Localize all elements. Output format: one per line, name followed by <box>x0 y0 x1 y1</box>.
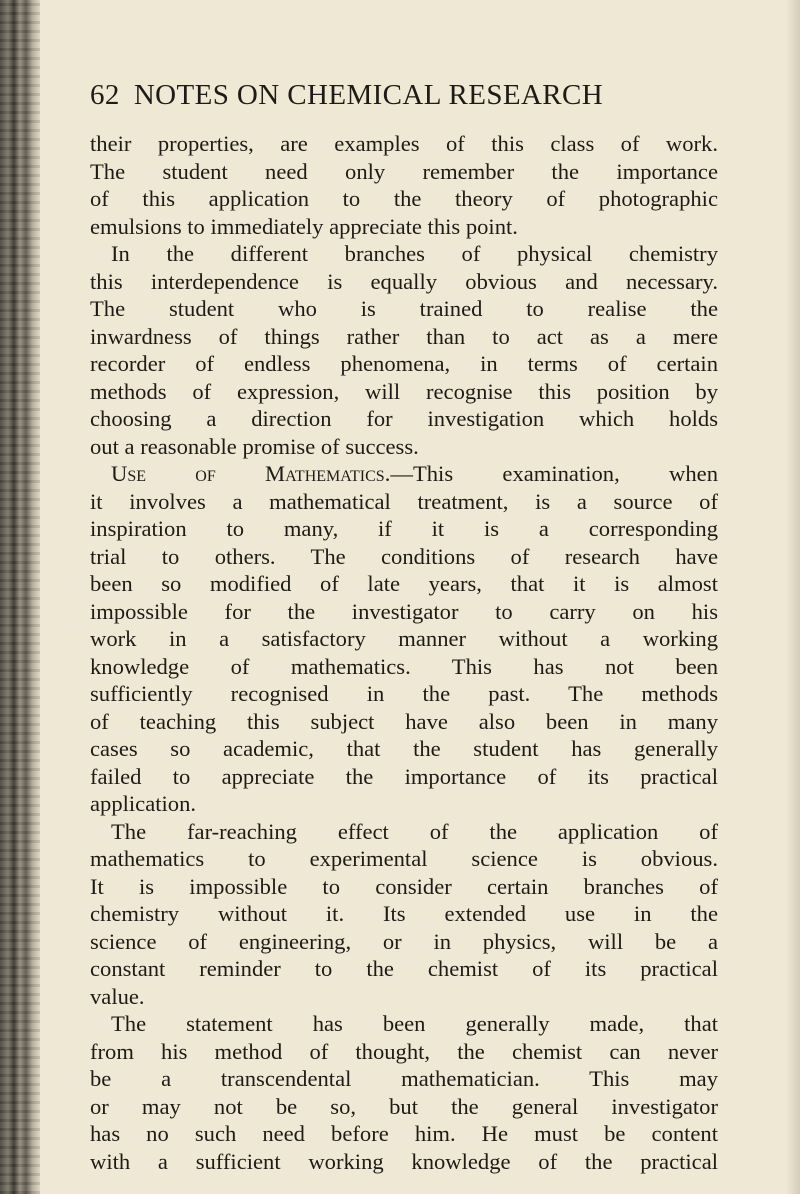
text-line: emulsions to immediately appreciate this point. <box>90 213 518 239</box>
book-spine-gutter <box>0 0 40 1194</box>
text-line: knowledge of mathematics. This has not been <box>90 653 718 679</box>
text-line: inwardness of things rather than to act as a mere <box>90 323 718 349</box>
book-page <box>90 0 782 1194</box>
body-text <box>90 130 718 1175</box>
text-line: has no such need before him. He must be content <box>90 1121 718 1146</box>
text-line: it involves a mathematical treatment, is a source of <box>90 488 718 514</box>
text-line: inspiration to many, if it is a corresponding <box>90 516 718 541</box>
text-line: choosing a direction for investigation which holds <box>90 406 718 431</box>
text-line: impossible for the investigator to carry on his <box>90 598 718 624</box>
text-line: be a transcendental mathematician. This may <box>90 1066 718 1091</box>
text-line: trial to others. The conditions of research have <box>90 543 718 569</box>
page-edge-shadow <box>786 0 800 1194</box>
text-line: cases so academic, that the student has generally <box>90 736 718 761</box>
text-line: science of engineering, or in physics, will be a <box>90 928 718 954</box>
text-line: been so modified of late years, that it is almost <box>90 571 718 596</box>
text-line: The far-reaching effect of the application of <box>111 818 718 844</box>
text-line: The student need only remember the importance <box>90 158 718 184</box>
text-line: In the different branches of physical chemistry <box>111 241 718 266</box>
text-line: The student who is trained to realise the <box>90 296 718 321</box>
text-line: their properties, are examples of this class of work. <box>90 131 718 156</box>
text-line: constant reminder to the chemist of its practical <box>90 956 718 981</box>
page-number: 62 <box>90 79 120 111</box>
text-line: application. <box>90 791 197 816</box>
running-header <box>90 78 718 112</box>
running-title: NOTES ON CHEMICAL RESEARCH <box>133 79 604 111</box>
text-line: of teaching this subject have also been in many <box>90 708 718 734</box>
text-line: recorder of endless phenomena, in terms of certain <box>90 351 718 376</box>
text-line: or may not be so, but the general investigator <box>90 1093 718 1119</box>
text-line: from his method of thought, the chemist can never <box>90 1038 718 1064</box>
text-line: chemistry without it. Its extended use in the <box>90 901 718 926</box>
text-line: mathematics to experimental science is obvious. <box>90 846 718 871</box>
text-line: with a sufficient working knowledge of the practical <box>90 1148 718 1174</box>
text-line: out a reasonable promise of success. <box>90 433 419 459</box>
text-line: this interdependence is equally obvious and necessary. <box>90 268 718 294</box>
text-line: The statement has been generally made, that <box>111 1011 718 1036</box>
text-line: of this application to the theory of photographic <box>90 186 718 211</box>
section-heading-smallcaps: Use of Mathematics. <box>111 461 391 486</box>
text-line: sufficiently recognised in the past. The methods <box>90 681 718 706</box>
text-line: work in a satisfactory manner without a working <box>90 626 718 651</box>
text-line: value. <box>90 983 145 1009</box>
text-line: methods of expression, will recognise this position by <box>90 378 718 404</box>
text-line: It is impossible to consider certain branches of <box>90 873 718 899</box>
text-line: Use of Mathematics.—This examination, when <box>111 461 718 486</box>
text-line: failed to appreciate the importance of its practical <box>90 763 718 789</box>
